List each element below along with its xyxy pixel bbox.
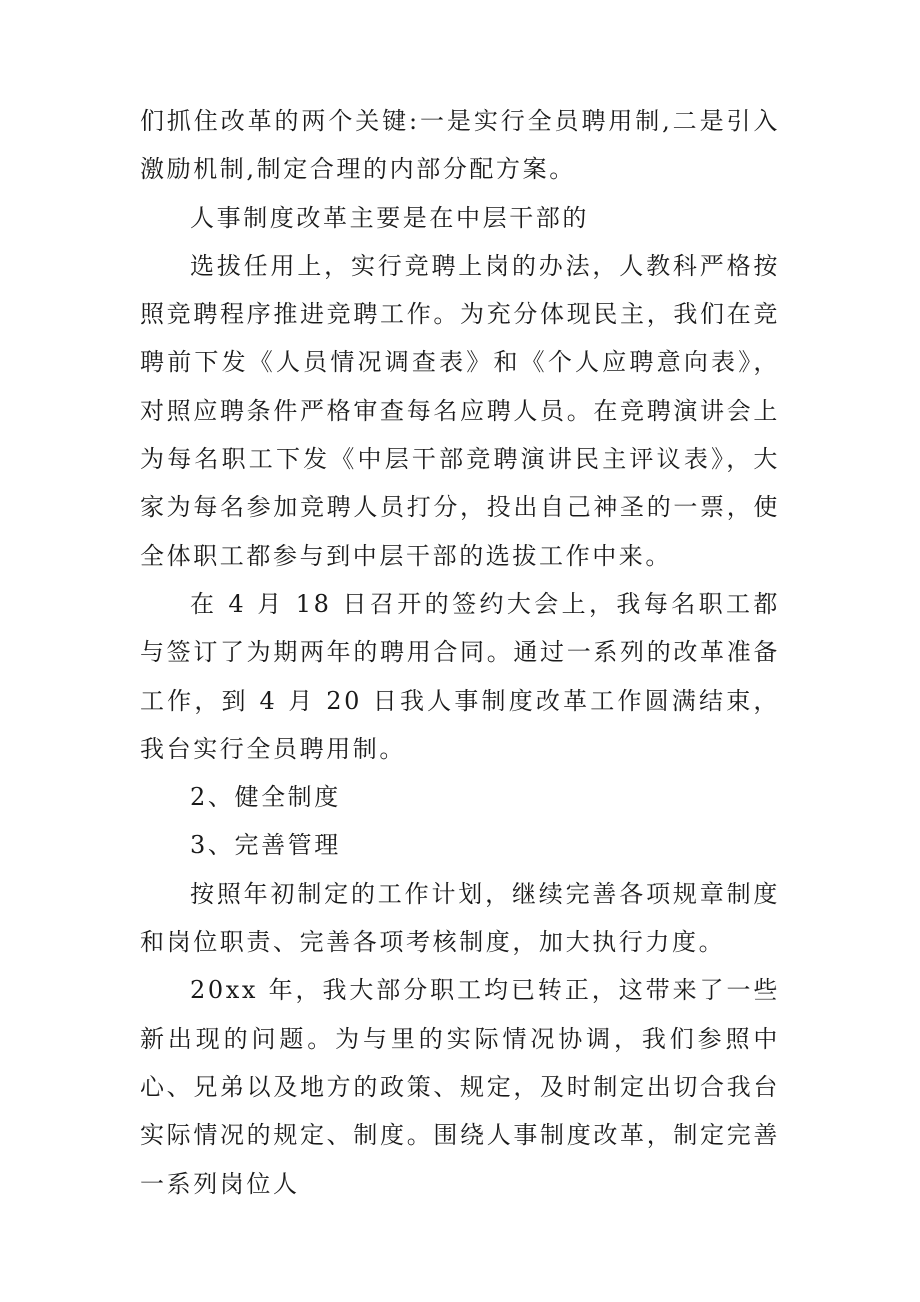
paragraph-contract-signing: 在 4 月 18 日召开的签约大会上，我每名职工都与签订了为期两年的聘用合同。通过一系列的改革准备工作，到 4 月 20 日我人事制度改革工作圆满结束，我台实行全员聘用制。 <box>140 589 780 763</box>
paragraph-personnel-reform-intro: 人事制度改革主要是在中层干部的 <box>190 203 589 232</box>
heading-improve-management: 3、完善管理 <box>190 831 341 860</box>
paragraph-selection-process: 选拔任用上，实行竞聘上岗的办法，人教科严格按照竞聘程序推进竞聘工作。为充分体现民主，我们在竞聘前下发《人员情况调查表》和《个人应聘意向表》，对照应聘条件严格审查每名应聘人员。在竞聘演讲会上为每名职工下发《中层干部竞聘演讲民主评议表》，大家为每名参加竞聘人员打分，投出自己神圣的一票，使全体职工都参与到中层干部的选拔工作中来。 <box>140 251 780 570</box>
paragraph-new-issues: 20xx 年，我大部分职工均已转正，这带来了一些新出现的问题。为与里的实际情况协调，我们参照中心、兄弟以及地方的政策、规定，及时制定出切合我台实际情况的规定、制度。围绕人事制度改革，制定完善一系列岗位人 <box>140 976 780 1198</box>
heading-improve-system: 2、健全制度 <box>190 783 341 812</box>
document-page <box>140 97 780 1208</box>
paragraph-reform-keys: 们抓住改革的两个关键:一是实行全员聘用制,二是引入激励机制,制定合理的内部分配方案。 <box>140 107 780 184</box>
paragraph-work-plan: 按照年初制定的工作计划，继续完善各项规章制度和岗位职责、完善各项考核制度，加大执行力度。 <box>140 879 780 957</box>
